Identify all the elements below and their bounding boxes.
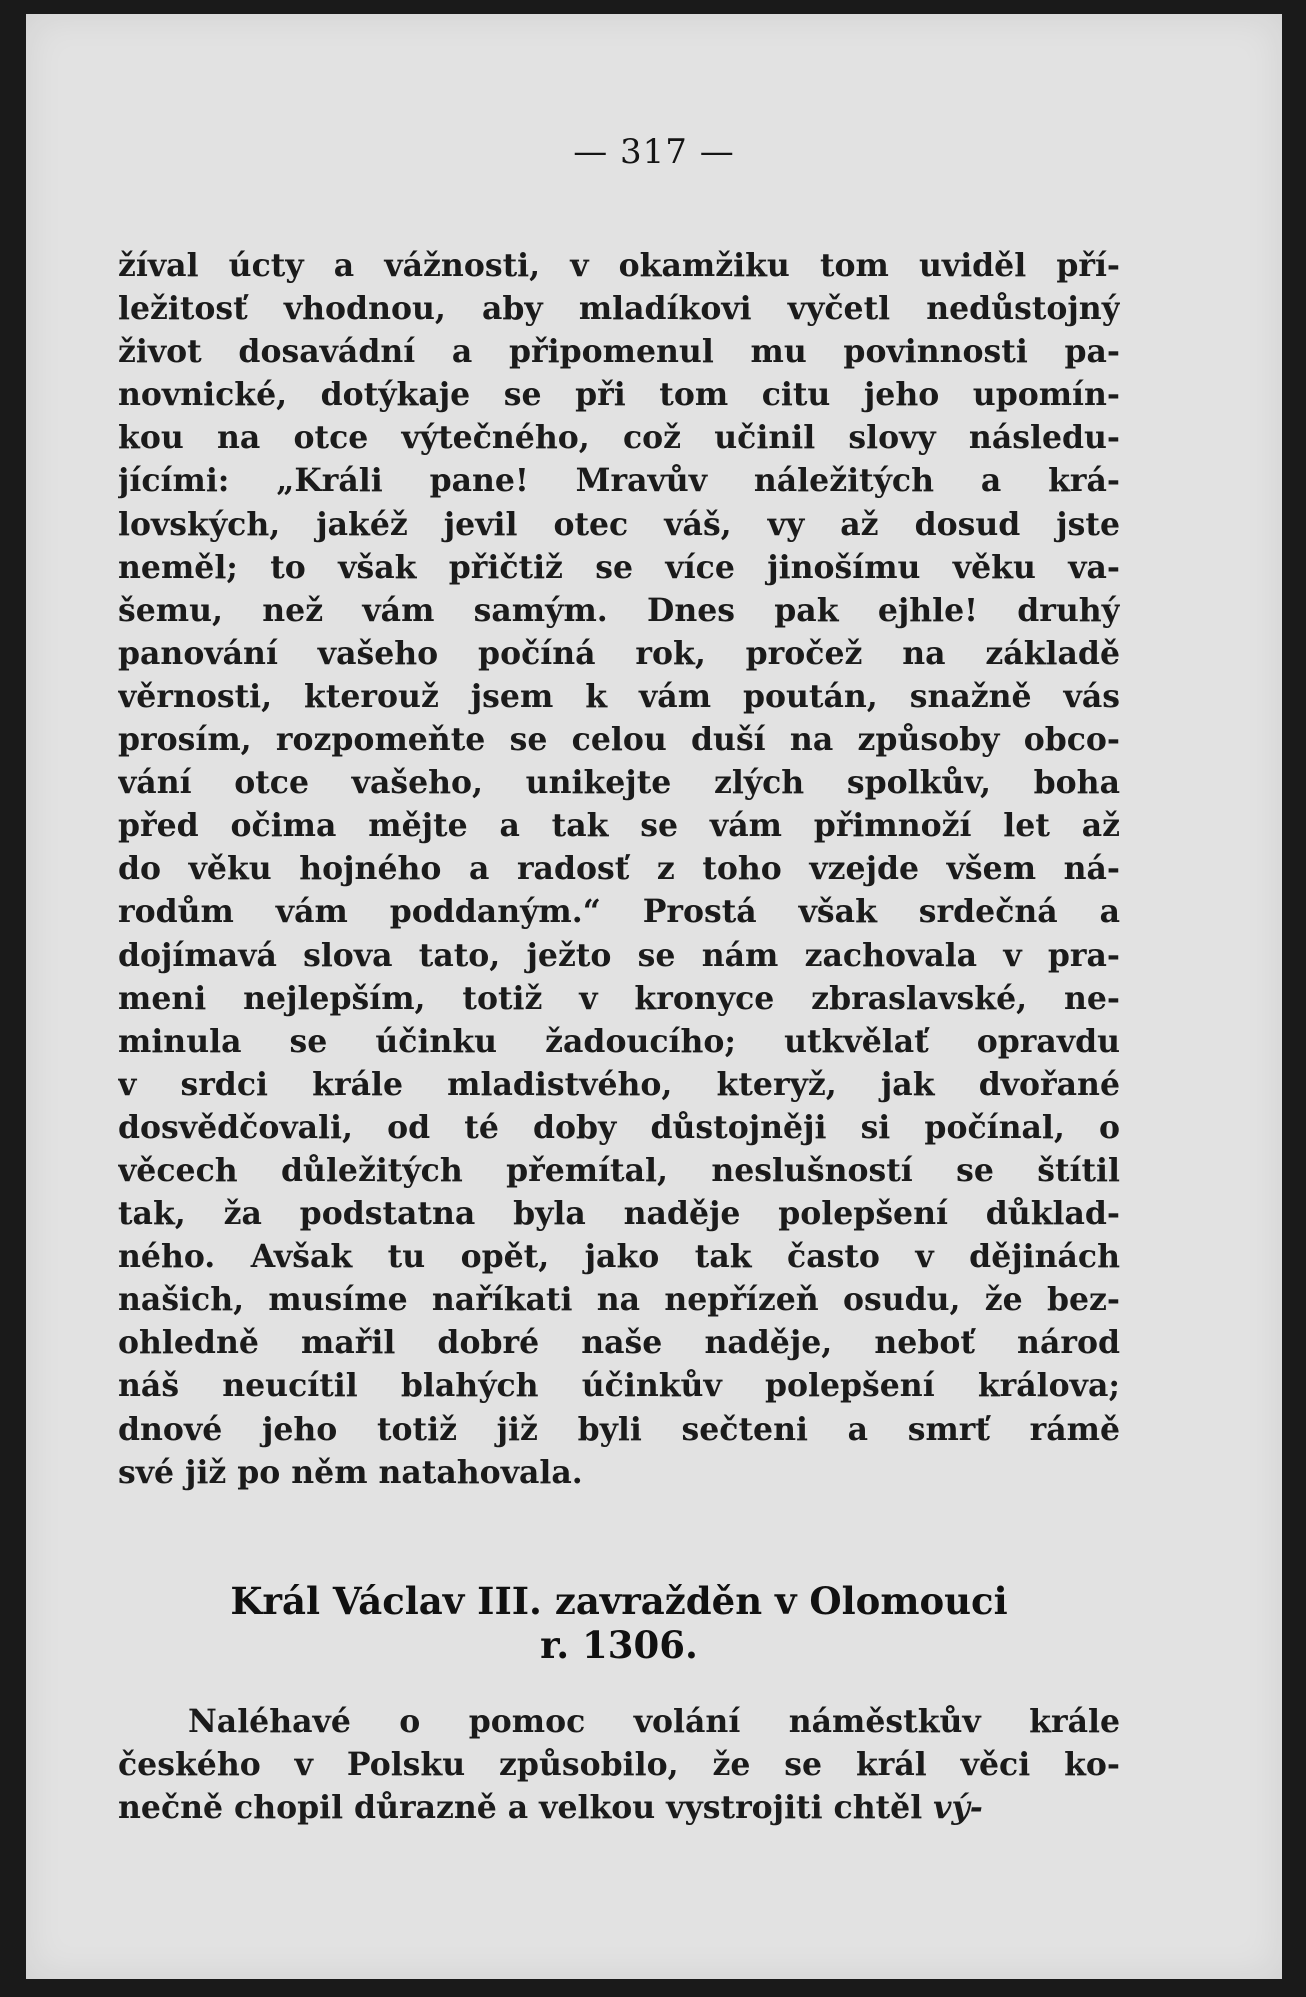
text-line: věcech důležitých přemítal, neslušností se štítil xyxy=(118,1151,1120,1189)
text-line: do věku hojného a radosť z toho vzejde všem ná- xyxy=(118,850,1120,888)
heading-line-2: r. 1306. xyxy=(540,1623,698,1667)
text-line: lovských, jakéž jevil otec váš, vy až dosud jste xyxy=(118,505,1120,543)
book-page xyxy=(26,14,1282,1979)
text-line: prosím, rozpomeňte se celou duší na způsoby obco- xyxy=(118,721,1120,759)
text-line xyxy=(118,1786,1120,1829)
text-line: v srdci krále mladistvého, kteryž, jak dvořané xyxy=(118,1065,1120,1103)
text-line: náš neucítil blahých účinkův polepšení králova; xyxy=(118,1367,1120,1405)
text-line: Naléhavé o pomoc volání náměstkův krále xyxy=(188,1703,1120,1740)
text-line: kou na otce výtečného, což učinil slovy následu- xyxy=(118,419,1120,457)
text-line: rodům vám poddaným.“ Prostá však srdečná a xyxy=(118,893,1120,931)
text-line: panování vašeho počíná rok, pročež na základě xyxy=(118,634,1120,672)
text-line: dnové jeho totiž již byli sečteni a smrť rámě xyxy=(118,1410,1120,1448)
text-line: své již po něm natahovala. xyxy=(118,1453,583,1491)
text-line: ohledně mařil dobré naše naděje, neboť národ xyxy=(118,1324,1120,1362)
text-line: ležitosť vhodnou, aby mladíkovi vyčetl nedůstojný xyxy=(118,290,1120,328)
text-line: minula se účinku žadoucího; utkvělať opravdu xyxy=(118,1022,1120,1060)
text-line: neměl; to však přičtiž se více jinošímu věku va- xyxy=(118,548,1120,586)
text-line: žíval úcty a vážnosti, v okamžiku tom uviděl pří- xyxy=(118,247,1120,284)
text-line: tak, ža podstatna byla naděje polepšení důklad- xyxy=(118,1195,1120,1233)
heading-line-1: Král Václav III. zavražděn v Olomouci xyxy=(230,1579,1008,1623)
text-line: dosvědčovali, od té doby důstojněji si počínal, o xyxy=(118,1108,1120,1146)
text-line: našich, musíme naříkati na nepřízeň osudu, že bez- xyxy=(118,1281,1120,1319)
text-line: šemu, než vám samým. Dnes pak ejhle! druhý xyxy=(118,591,1120,629)
hyphenated-end: vý- xyxy=(933,1789,983,1826)
text-line: před očima mějte a tak se vám přimnoží let až xyxy=(118,807,1120,845)
body-paragraph xyxy=(118,244,1120,1494)
text-line: jícími: „Králi pane! Mravův náležitých a krá- xyxy=(118,462,1120,500)
text-line: meni nejlepším, totiž v kronyce zbraslavské, ne- xyxy=(118,979,1120,1017)
text-line: dojímavá slova tato, ježto se nám zachovala v pra- xyxy=(118,936,1120,974)
text-line: věrnosti, kterouž jsem k vám poután, snažně vás xyxy=(118,677,1120,715)
second-paragraph xyxy=(118,1700,1120,1829)
text-line: ného. Avšak tu opět, jako tak často v dějinách xyxy=(118,1238,1120,1276)
page-number: — 317 — xyxy=(573,132,735,172)
text-line: českého v Polsku způsobilo, že se král věci ko- xyxy=(118,1746,1120,1783)
text-line: vání otce vašeho, unikejte zlých spolkův, boha xyxy=(118,764,1120,802)
chapter-heading xyxy=(118,1579,1120,1667)
text-line: novnické, dotýkaje se při tom citu jeho upomín- xyxy=(118,376,1120,414)
text-line-main: nečně chopil důrazně a velkou vystrojiti chtěl xyxy=(118,1789,923,1826)
text-line: život dosavádní a připomenul mu povinnosti pa- xyxy=(118,333,1120,371)
